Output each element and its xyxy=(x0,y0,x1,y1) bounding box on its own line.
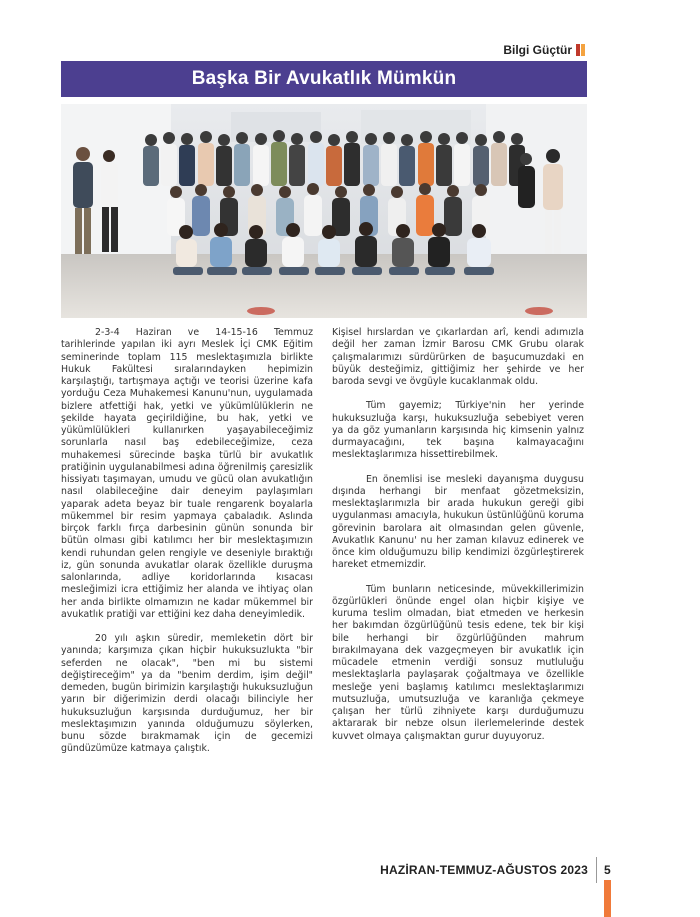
article-title: Başka Bir Avukatlık Mümkün xyxy=(191,68,457,89)
page-number: 5 xyxy=(604,863,611,877)
section-tag xyxy=(503,43,585,57)
paragraph: Kişisel hırslardan ve çıkarlardan arî, kendi adımızla değil her zaman İzmir Barosu CMK Grubu olarak çalışmalarımızı sürdürürken de başucumuzdaki en büyük desteğimiz, gittiğimiz her şehirde ve her baroda sevgi ve övgüyle kucaklanmak oldu. xyxy=(332,327,584,387)
article-column-right xyxy=(332,327,584,743)
article-column-left xyxy=(61,327,313,756)
paragraph: 2-3-4 Haziran ve 14-15-16 Temmuz tarihlerinde yapılan iki ayrı Meslek İçi CMK Eğitim seminerinde toplam 115 meslektaşımızla birlikte Hukuk Fakültesi sıralarındayken hepimizin karşılaştığı, tartışmaya açtığı ve teorisi üzerine kafa yorduğu Ceza Muhakemesi Kanunu'nun, uygulamada bizlere atfettiği hak, yetki ve yükümlülüklerin ne şekilde hayata geçirildiğine, bu hak, yetki ve yükümlülükleri kullanırken yaşayabileceğimiz sorunlarla nasıl baş edebileceğimize, ceza muhakemesi sürecinde başka türlü bir avukatlık pratiğinin uygulanabilmesi adına öğrenilmiş çaresizlik hissiyatı taşımayan, umudu ve gücü olan avukatlığın nasıl olabileceğine dair deneyim paylaşımları yaparak adeta beyaz bir tuale rengarenk boyalarla mükemmel bir resim yapmaya çabaladık. Aslında birçok farklı fırça darbesinin günün sonunda bir bütün olması gibi katılımcı her bir meslektaşımızın kendi ruhundan gelen rengiyle ve deseniyle bıraktığı iz, gün sonunda avukatlar olarak özellikle duruşma salonlarında, adliye koridorlarında kısacası mesleğimizi icra ettiğimiz her alanda ve ihtiyaç olan her anda birlikte olmamızın ne kadar mükemmel bir avukatlık pratiği var ettiğini kez daha deneyimledik. xyxy=(61,327,313,620)
title-banner xyxy=(61,61,587,97)
group-photo-icon xyxy=(61,104,587,318)
issue-date: HAZİRAN-TEMMUZ-AĞUSTOS 2023 xyxy=(380,863,588,877)
section-label: Bilgi Güçtür xyxy=(503,43,572,57)
section-bar-orange xyxy=(581,44,585,56)
paragraph: En önemlisi ise mesleki dayanışma duygusu dışında herhangi bir menfaat gözetmeksizin, meslektaşlarımızla bir arada hukukun gereği gibi uygulanması amacıyla, hukukun üstünlüğünü koruma görevinin barolara ait olmasından gelen güvenle, Avukatlık Kanunu' nu her zaman kılavuz edinerek ve önce kim olduğumuzu bilip kendimizi özgürleştirerek hareket etmemizdir. xyxy=(332,473,584,571)
paragraph: Tüm gayemiz; Türkiye'nin her yerinde hukuksuzluğa karşı, hukuksuzluğa sebebiyet veren ya da göz yumanların karşısında hiç kimsenin yalnız durmayacağını, tek başına kalmayacağını meslektaşlarımıza hissettirebilmek. xyxy=(332,400,584,461)
paragraph: 20 yılı aşkın süredir, memleketin dört bir yanında; karşımıza çıkan hiçbir hukuksuzlukta "bir seferden ne olacak", "ben mi bu sistemi değiştireceğim" ya da "benim derdim, işim değil" demeden, bugün birimizin karşılaştığı hukuksuzluğun yarın bir diğerimizin derdi olacağı bilinciyle her hukuksuzluğun karşısında durduğumuz, her bir meslektaşımızın yanında olduğumuzu söylerken, bunu sözde bırakmamak için de gecemizi gündüzümüze katmaya çalıştık. xyxy=(61,633,313,755)
footer-divider xyxy=(596,857,597,883)
paragraph: Tüm bunların neticesinde, müvekkillerimizin özgürlükleri önünde engel olan hiçbir kişiye ve kuruma teslim olmadan, biat etmeden ve herkesin her bakımdan özgürlüğünü tesis edene, tek bir kişi bile herhangi bir özgürlüğünden mahrum bırakılmayana dek vazgeçmeyen bir avukatlık için mücadele etmenin verdiği sonsuz mutluluğu meslektaşlarla paylaşarak çoğaltmaya ve özellikle mesleğe yeni başlamış katılımcı meslektaşlarımızı mutsuzluğa, umutsuzluğa ve karanlığa çekmeye çalışan her türlü zihniyete karşı durduğumuzu aktararak bir nebze olsun ilerlemelerinde destek kuvvet olmaya çalışmaktan gurur duyuyoruz. xyxy=(332,583,584,742)
section-color-bars xyxy=(576,44,585,56)
section-bar-red xyxy=(576,44,580,56)
group-photo xyxy=(61,104,587,318)
page-accent-bar xyxy=(604,880,611,917)
